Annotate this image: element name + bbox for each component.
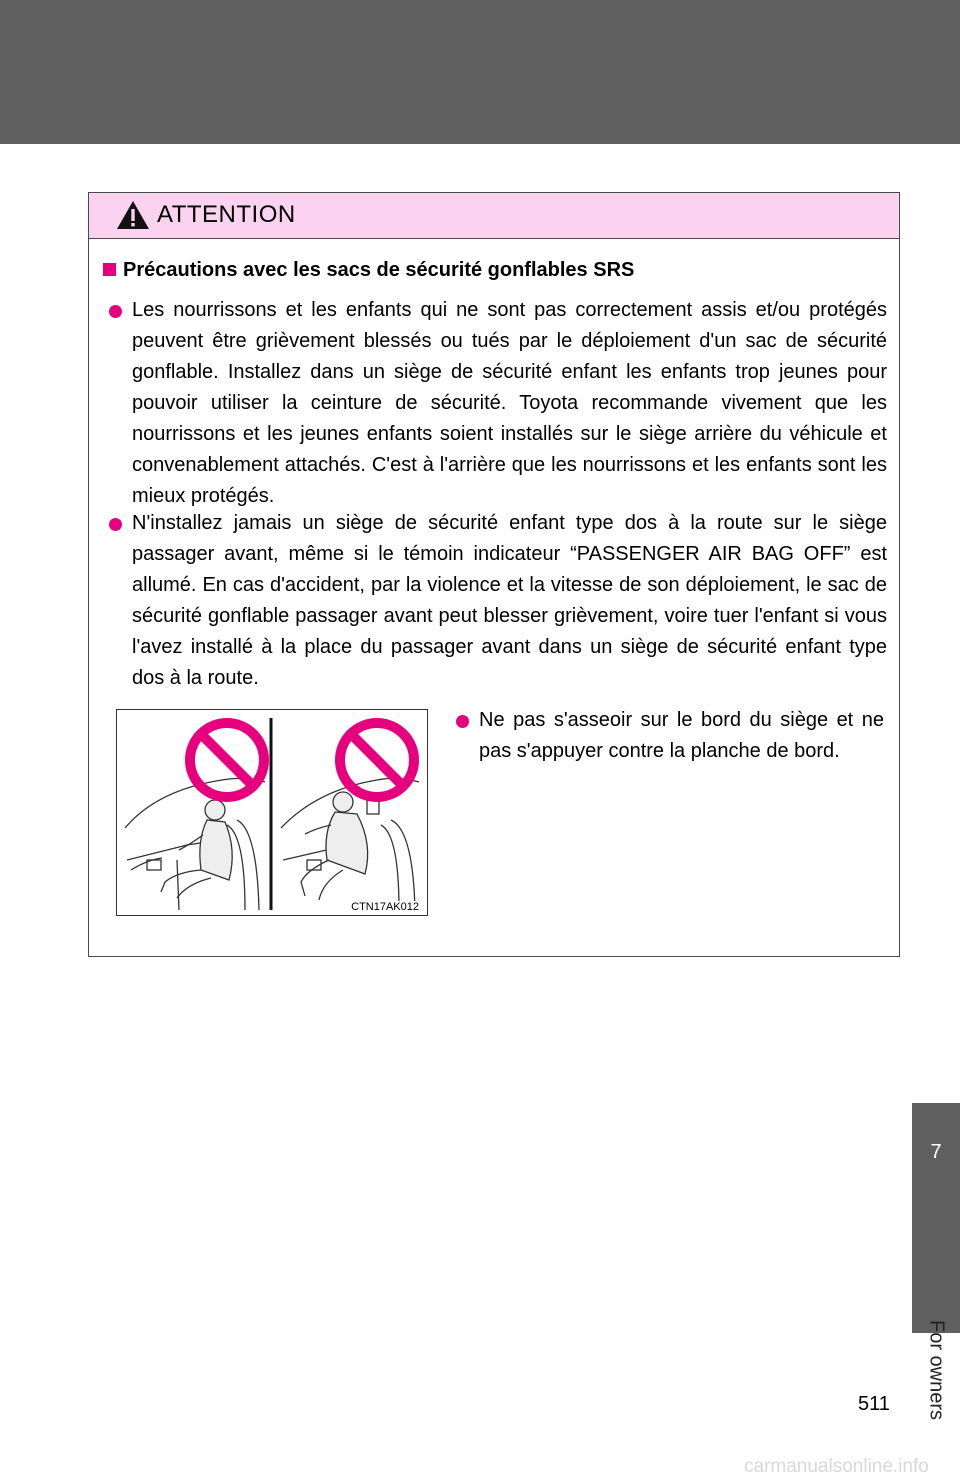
- chapter-tab: [912, 1103, 960, 1333]
- bullet-text: Les nourrissons et les enfants qui ne sont pas correctement assis et/ou protégés peuvent être grièvement blessés ou tués par le déploiement d'un sac de sécurité gonflable. Installez dans un siège de sécurité enfant les enfants trop jeunes pour pouvoir utiliser la ceinture de sécurité. Toyota recommande vivement que les nourrissons et les jeunes enfants soient installés sur le siège arrière du véhicule et convenablement attachés. C'est à l'arrière que les nourrissons et les enfants sont les mieux protégés.: [132, 299, 887, 507]
- bullet-text: N'installez jamais un siège de sécurité enfant type dos à la route sur le siège passager avant, même si le témoin indicateur “PASSENGER AIR BAG OFF” est allumé. En cas d'accident, par la violence et la vitesse de son déploiement, le sac de sécurité gonflable passager avant peut blesser grièvement, voire tuer l'enfant si vous l'avez installé à la place du passager avant dans un siège de sécurité enfant type dos à la route.: [132, 512, 887, 689]
- illustration-drawing: [117, 710, 427, 915]
- bullet-dot-icon: [109, 518, 122, 531]
- attention-header: [89, 193, 899, 239]
- chapter-label: For owners: [925, 1319, 948, 1421]
- bullet-text: Ne pas s'asseoir sur le bord du siège et ne pas s'appuyer contre la planche de bord.: [479, 709, 884, 762]
- prohibition-icon: [340, 723, 414, 797]
- bullet-dot-icon: [456, 715, 469, 728]
- illustration-code: CTN17AK012: [351, 901, 419, 913]
- section-title: [103, 259, 634, 282]
- watermark: carmanualsonline.info: [744, 1456, 929, 1477]
- square-bullet-icon: [103, 263, 116, 276]
- attention-box: [88, 192, 900, 957]
- top-header-band: [0, 0, 960, 144]
- prohibition-icon: [190, 723, 264, 797]
- section-title-text: Précautions avec les sacs de sécurité gonflables SRS: [123, 259, 635, 281]
- attention-title: ATTENTION: [157, 201, 296, 228]
- illustration: [116, 709, 428, 916]
- chapter-number: 7: [930, 1141, 942, 1163]
- warning-triangle-icon: [116, 200, 150, 230]
- page-number: 511: [858, 1393, 890, 1415]
- bullet-dot-icon: [109, 305, 122, 318]
